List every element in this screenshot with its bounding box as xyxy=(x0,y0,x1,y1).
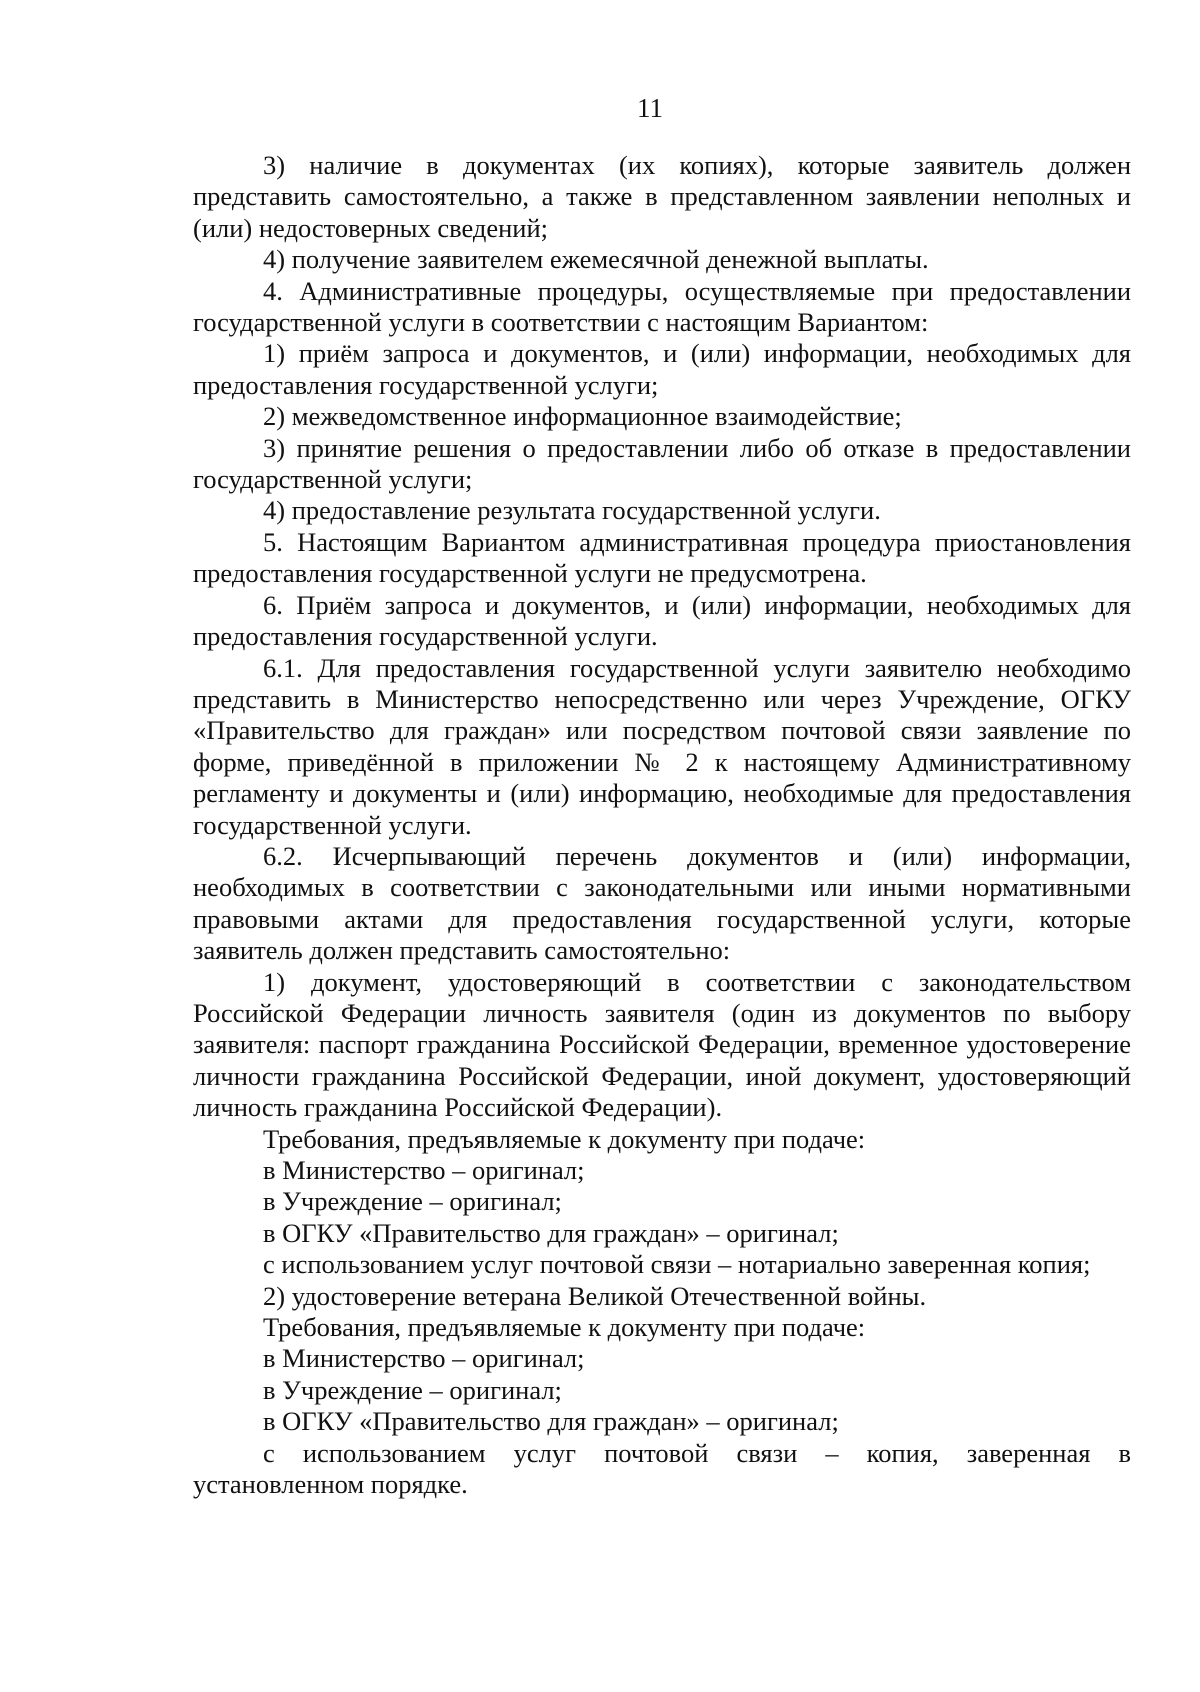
paragraph: 4) получение заявителем ежемесячной денежной выплаты. xyxy=(263,244,929,275)
paragraph: Требования, предъявляемые к документу при подаче: xyxy=(263,1123,866,1154)
paragraph: 3) наличие в документах (их копиях), которые заявитель должен представить самостоятельно, а также в представленном заявлении неполных и (или) недостоверных сведений; xyxy=(193,150,1131,243)
paragraph: с использованием услуг почтовой связи – копия, заверенная в установленном порядке. xyxy=(193,1437,1131,1500)
paragraph: 6.1. Для предоставления государственной услуги заявителю необходимо представить в Министерство непосредственно или через Учреждение, ОГКУ «Правительство для граждан» или посредством почтовой связи заявление по форме, приведённой в приложении № 2 к настоящему Административному регламенту и документы и (или) информацию, необходимые для предоставления государственной услуги. xyxy=(193,652,1131,840)
paragraph: 3) принятие решения о предоставлении либо об отказе в предоставлении государственной услуги; xyxy=(193,432,1131,495)
paragraph: Требования, предъявляемые к документу при подаче: xyxy=(263,1312,866,1343)
paragraph: в ОГКУ «Правительство для граждан» – оригинал; xyxy=(263,1217,839,1248)
paragraph: с использованием услуг почтовой связи – нотариально заверенная копия; xyxy=(263,1249,1091,1280)
paragraph: 2) удостоверение ветерана Великой Отечественной войны. xyxy=(263,1280,927,1311)
paragraph: 4) предоставление результата государственной услуги. xyxy=(263,495,881,526)
paragraph: 1) приём запроса и документов, и (или) информации, необходимых для предоставления государственной услуги; xyxy=(193,338,1131,400)
paragraph: 6. Приём запроса и документов, и (или) информации, необходимых для предоставления государственной услуги. xyxy=(193,589,1131,652)
paragraph: в Учреждение – оригинал; xyxy=(263,1186,562,1217)
paragraph: 1) документ, удостоверяющий в соответствии с законодательством Российской Федерации личность заявителя (один из документов по выбору заявителя: паспорт гражданина Российской Федерации, временное удостоверение личности гражданина Российской Федерации, иной документ, удостоверяющий личность гражданина Российской Федерации). xyxy=(193,966,1131,1123)
document-body xyxy=(193,150,1131,1500)
paragraph: в Министерство – оригинал; xyxy=(263,1155,585,1185)
paragraph: 4. Административные процедуры, осуществляемые при предоставлении государственной услуги в соответствии с настоящим Вариантом: xyxy=(193,275,1131,338)
paragraph: 6.2. Исчерпывающий перечень документов и (или) информации, необходимых в соответствии с законодательными или иными нормативными правовыми актами для предоставления государственной услуги, которые заявитель должен представить самостоятельно: xyxy=(193,840,1131,966)
page-number: 11 xyxy=(637,93,663,123)
paragraph: 5. Настоящим Вариантом административная процедура приостановления предоставления государственной услуги не предусмотрена. xyxy=(193,526,1131,589)
paragraph: в ОГКУ «Правительство для граждан» – оригинал; xyxy=(263,1406,839,1437)
paragraph: в Министерство – оригинал; xyxy=(263,1343,585,1374)
paragraph: 2) межведомственное информационное взаимодействие; xyxy=(263,401,902,432)
paragraph: в Учреждение – оригинал; xyxy=(263,1374,562,1405)
